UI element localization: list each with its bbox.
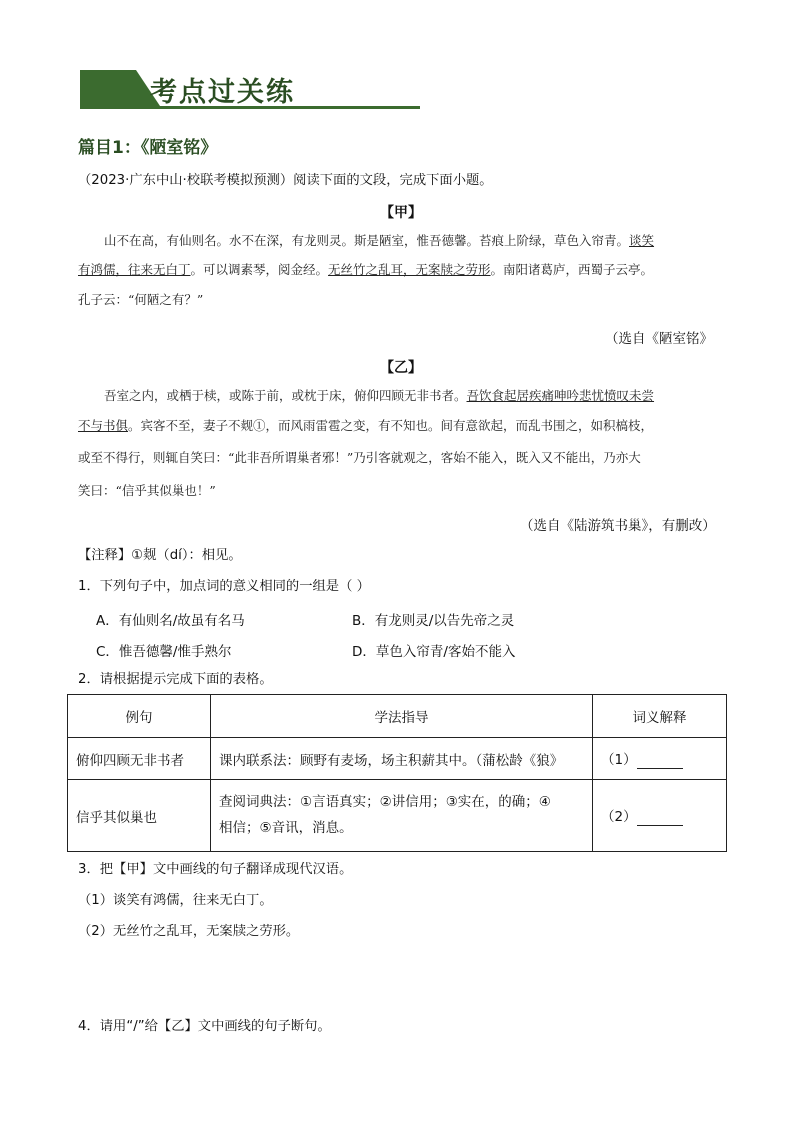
answer-label: （1） xyxy=(601,752,637,768)
passage-yi-heading: 【乙】 xyxy=(380,360,422,376)
passage-yi-line4: 笑曰：“信乎其似巢也！” xyxy=(78,483,216,498)
table-header-guide: 学法指导 xyxy=(211,695,593,738)
table-row xyxy=(68,780,727,852)
table-cell-example: 信乎其似巢也 xyxy=(68,780,211,852)
passage-yi-line3: 或至不得行，则辄自笑曰：“此非吾所谓巢者邪！”乃引客就观之，客始不能入，既入又不能出，乃亦大 xyxy=(78,450,641,465)
guide-text: 查阅词典法：①言语真实；②讲信用；③实在，的确；④ xyxy=(219,793,551,810)
jia-underlined-sentence1: 谈笑 xyxy=(629,233,655,248)
question-2-stem: 2．请根据提示完成下面的表格。 xyxy=(78,672,273,687)
passage-jia-line1 xyxy=(104,233,654,249)
question-4-stem: 4．请用“/”给【乙】文中画线的句子断句。 xyxy=(78,1019,331,1034)
passage-jia-line2 xyxy=(78,262,653,278)
header-banner-shape xyxy=(80,70,160,106)
header-title: 考点过关练 xyxy=(150,77,295,108)
yi-text: 吾室之内，或栖于椟，或陈于前，或枕于床，俯仰四顾无非书者。 xyxy=(104,388,467,403)
answer-blank-2[interactable] xyxy=(637,809,683,826)
question-3-stem: 3．把【甲】文中画线的句子翻译成现代汉语。 xyxy=(78,862,353,877)
question-1-stem: 1．下列句子中，加点词的意义相同的一组是（ ） xyxy=(78,579,370,594)
table-cell-guide xyxy=(211,738,593,780)
table-header-example: 例句 xyxy=(68,695,211,738)
guide-text-cont: 相信；⑤音讯，消息。 xyxy=(219,819,353,836)
q1-option-b[interactable]: B．有龙则灵/以告先帝之灵 xyxy=(352,613,515,629)
section-title: 篇目1：《陋室铭》 xyxy=(78,138,218,158)
q3-item-1: （1）谈笑有鸿儒，往来无白丁。 xyxy=(78,893,273,908)
table-header-meaning: 词义解释 xyxy=(593,695,727,738)
jia-text: 山不在高，有仙则名。水不在深，有龙则灵。斯是陋室，惟吾德馨。苔痕上阶绿，草色入帘青。 xyxy=(104,233,630,248)
passage-yi-line1 xyxy=(104,388,654,404)
q1-option-d[interactable]: D．草色入帘青/客始不能入 xyxy=(352,644,516,660)
jia-text: 。南阳诸葛庐，西蜀子云亭。 xyxy=(490,262,654,277)
q3-item-2: （2）无丝竹之乱耳，无案牍之劳形。 xyxy=(78,924,300,939)
passage-yi-line2 xyxy=(78,418,653,434)
jia-underlined-sentence1-cont: 有鸿儒，往来无白丁 xyxy=(78,262,191,277)
table-row xyxy=(68,738,727,780)
passage-jia-source: （选自《陋室铭》 xyxy=(605,331,713,347)
yi-underlined-sentence: 吾饮食起居疾痛呻吟悲忧愤叹未尝 xyxy=(466,388,655,403)
answer-blank-1[interactable] xyxy=(637,752,683,769)
guide-text: 课内联系法：顾野有麦场，场主积薪其中。（蒲松龄《狼》 xyxy=(219,752,564,769)
table-cell-answer[interactable] xyxy=(593,780,727,852)
source-note: （2023·广东中山·校联考模拟预测）阅读下面的文段，完成下面小题。 xyxy=(78,173,493,188)
yi-underlined-sentence-cont: 不与书俱 xyxy=(78,418,129,433)
annotation-note: 【注释】①觌（dí）：相见。 xyxy=(78,548,242,563)
table-cell-example: 俯仰四顾无非书者 xyxy=(68,738,211,780)
passage-jia-line3: 孔子云：“何陋之有？” xyxy=(78,292,204,307)
yi-text: 。宾客不至，妻子不觌①，而风雨雷雹之变，有不知也。间有意欲起，而乱书围之，如积槁枝， xyxy=(128,418,654,433)
table-cell-answer[interactable] xyxy=(593,738,727,780)
passage-yi-source: （选自《陆游筑书巢》，有删改） xyxy=(520,518,716,534)
jia-underlined-sentence2: 无丝竹之乱耳，无案牍之劳形 xyxy=(328,262,491,277)
passage-jia-heading: 【甲】 xyxy=(380,205,422,221)
table-cell-guide xyxy=(211,780,593,852)
vocab-table xyxy=(67,694,727,852)
answer-label: （2） xyxy=(601,809,637,825)
table-header-row xyxy=(68,695,727,738)
jia-text: 。可以调素琴，阅金经。 xyxy=(190,262,329,277)
q1-option-c[interactable]: C．惟吾德馨/惟手熟尔 xyxy=(96,644,232,660)
q1-option-a[interactable]: A．有仙则名/故虽有名马 xyxy=(96,613,245,629)
